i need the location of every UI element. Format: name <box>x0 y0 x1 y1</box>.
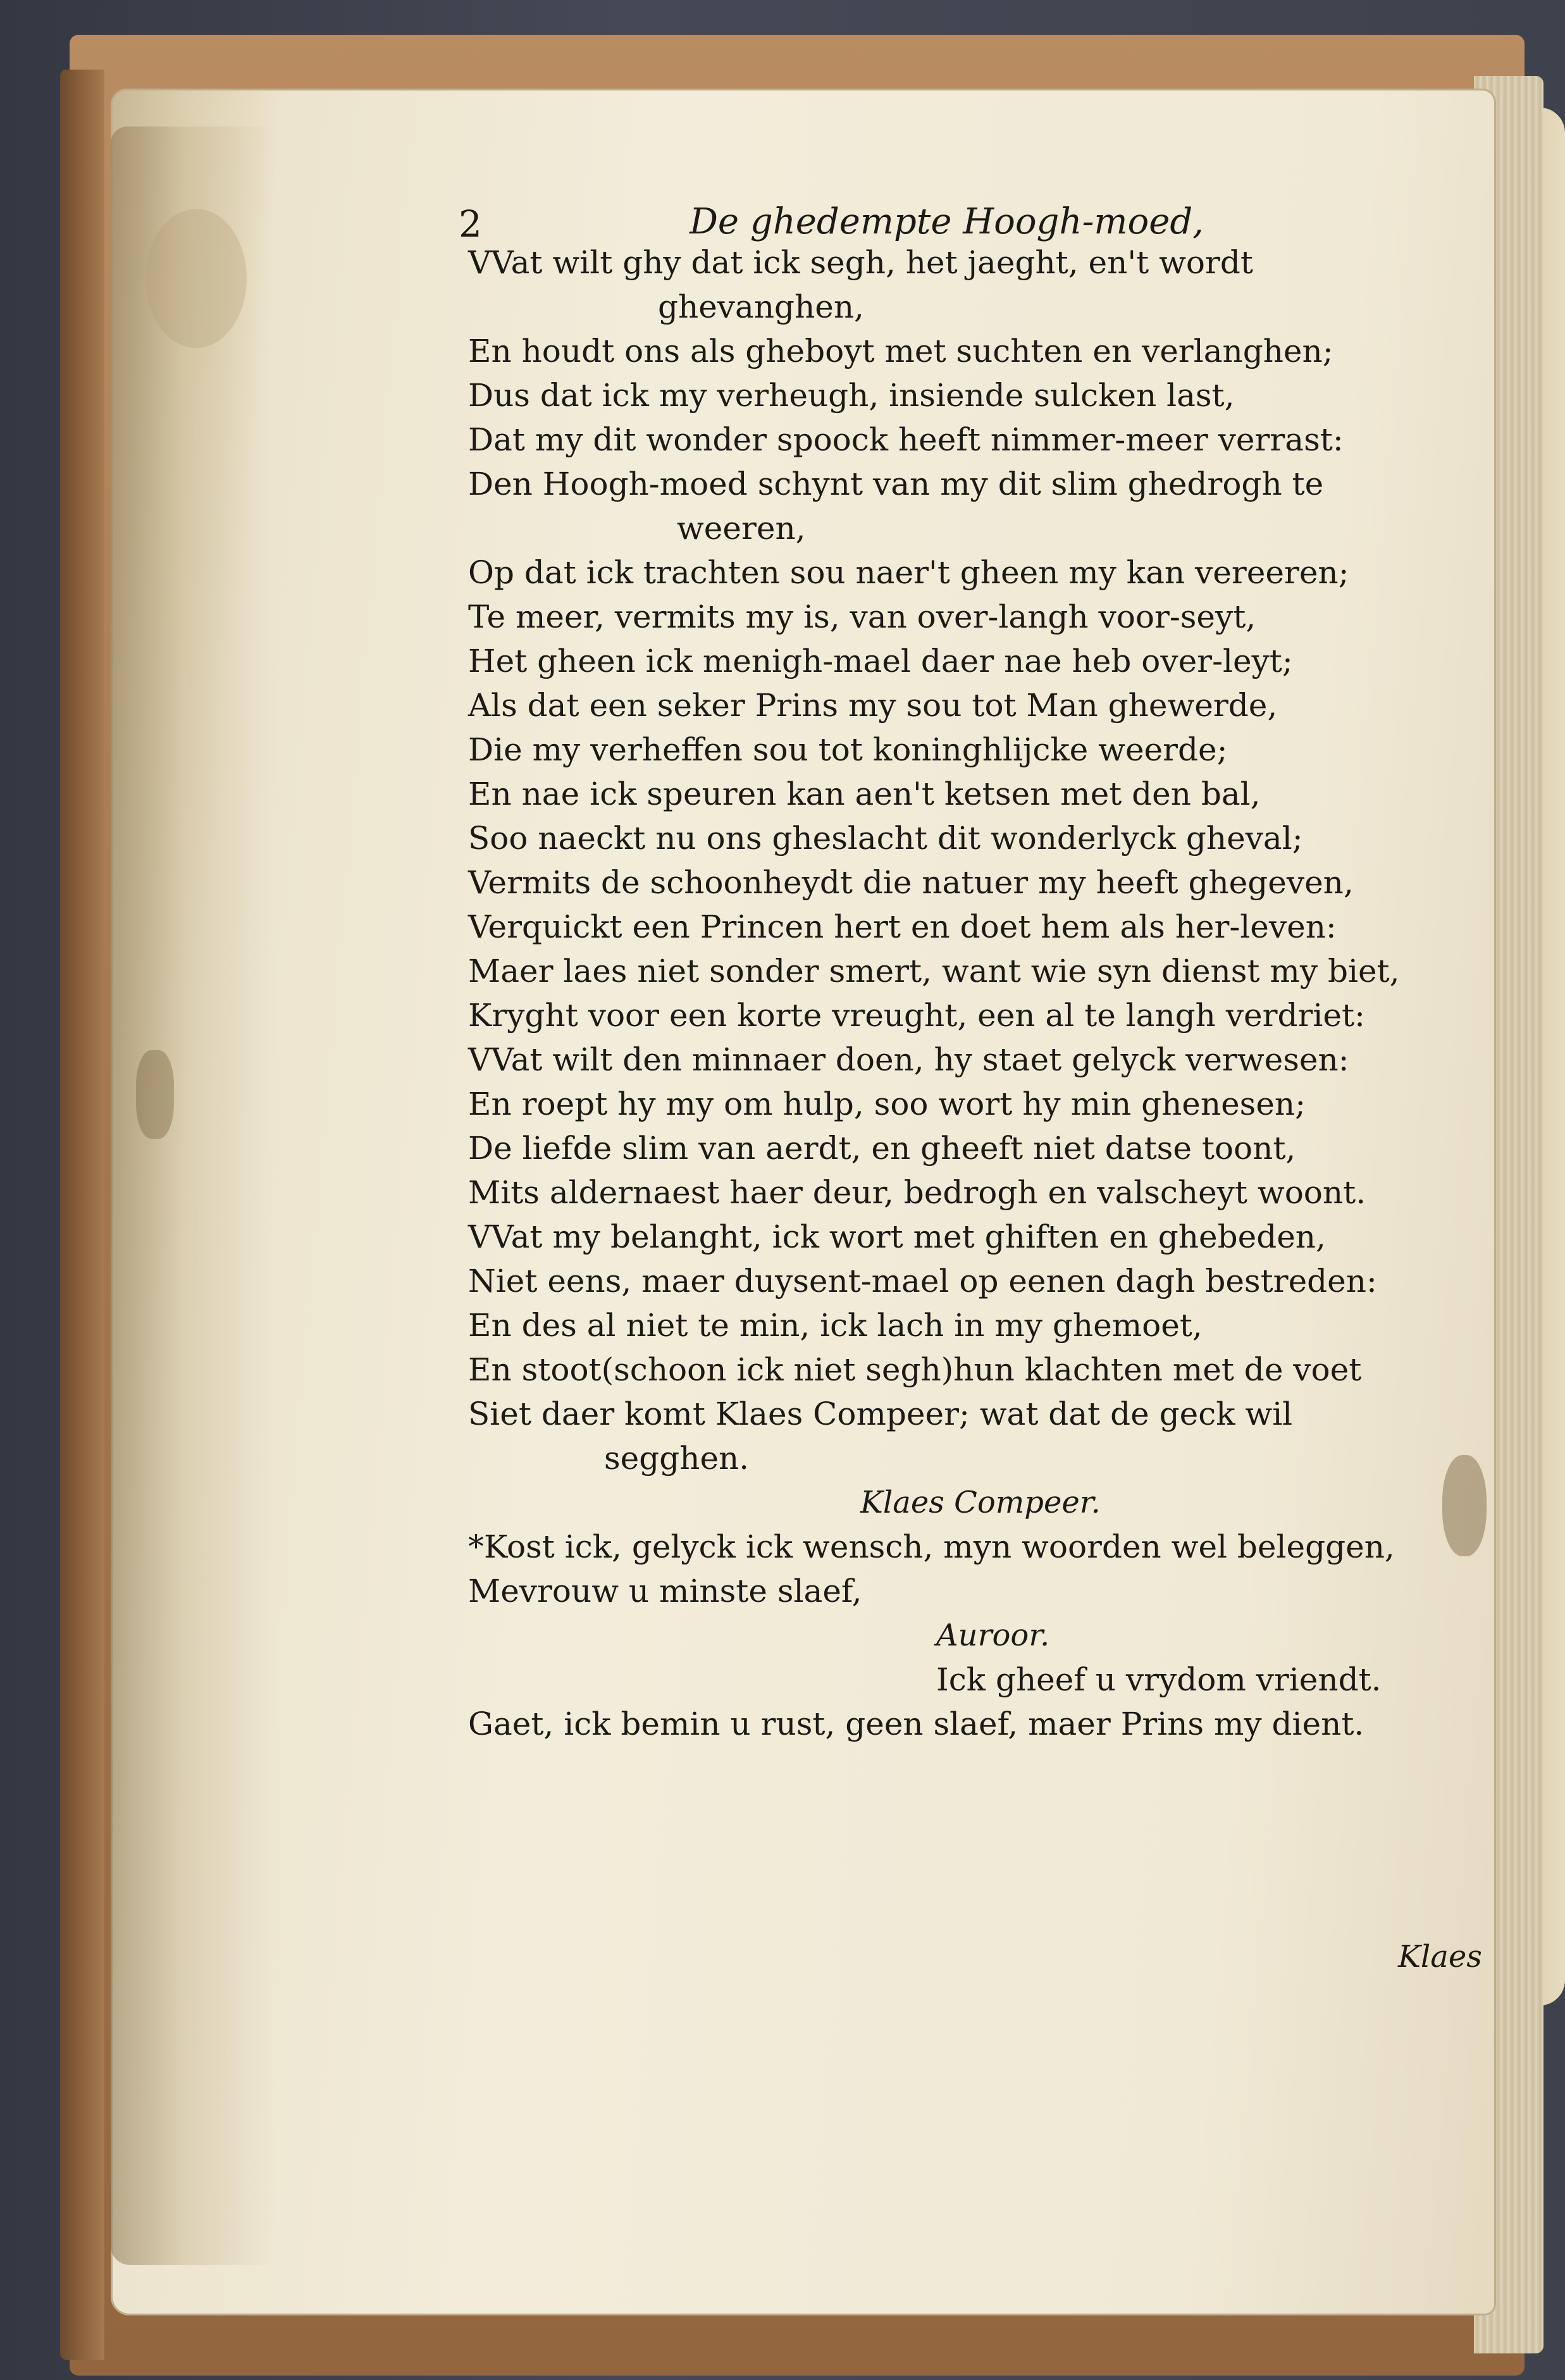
dialogue-line: Ick gheef u vrydom vriendt. <box>936 1661 1382 1698</box>
foxing-mark <box>136 1050 174 1139</box>
verse-line: En des al niet te min, ick lach in my ghemoet, <box>468 1307 1203 1344</box>
verse-line: Den Hoogh-moed schynt van my dit slim ghedrogh te <box>468 466 1324 502</box>
verse-line: Die my verheffen sou tot koninghlijcke weerde; <box>468 731 1228 768</box>
verse-line: Het gheen ick menigh-mael daer nae heb over-leyt; <box>468 643 1293 679</box>
verse-line: VVat wilt ghy dat ick segh, het jaeght, en't wordt <box>468 244 1253 281</box>
verse-block <box>468 240 1506 1746</box>
speaker-name: Klaes Compeer. <box>860 1485 1101 1520</box>
page-gutter-shadow <box>111 127 275 2265</box>
verse-line: Mits aldernaest haer deur, bedrogh en valscheyt woont. <box>468 1174 1366 1211</box>
verse-line: Vermits de schoonheydt die natuer my heeft ghegeven, <box>468 864 1354 901</box>
verse-line: VVat my belanght, ick wort met ghiften en ghebeden, <box>468 1218 1326 1255</box>
verse-line: Verquickt een Princen hert en doet hem als her-leven: <box>468 908 1337 945</box>
speaker-name: Auroor. <box>936 1618 1050 1653</box>
dialogue-line: Gaet, ick bemin u rust, geen slaef, maer Prins my dient. <box>468 1706 1364 1742</box>
verse-line: Maer laes niet sonder smert, want wie syn dienst my biet, <box>468 953 1400 989</box>
page-stain <box>145 209 247 348</box>
catchword: Klaes <box>1398 1939 1482 1974</box>
running-title: De ghedempte Hoogh-moed, <box>690 201 1204 242</box>
verse-line: De liefde slim van aerdt, en gheeft niet datse toont, <box>468 1130 1296 1167</box>
verse-line: Als dat een seker Prins my sou tot Man ghewerde, <box>468 687 1278 724</box>
verse-line: segghen. <box>604 1440 750 1477</box>
verse-line: En stoot(schoon ick niet segh)hun klachten met de voet <box>468 1351 1362 1388</box>
dialogue-line: *Kost ick, gelyck ick wensch, myn woorden wel beleggen, <box>468 1528 1395 1565</box>
verse-line: ghevanghen, <box>658 288 864 325</box>
book-spine <box>60 70 104 2360</box>
verse-line: Siet daer komt Klaes Compeer; wat dat de geck wil <box>468 1396 1293 1432</box>
verse-line: Te meer, vermits my is, van over-langh voor-seyt, <box>468 598 1256 635</box>
verse-line: VVat wilt den minnaer doen, hy staet gelyck verwesen: <box>468 1041 1349 1078</box>
verse-line: En houdt ons als gheboyt met suchten en verlanghen; <box>468 333 1333 369</box>
dialogue-line: Mevrouw u minste slaef, <box>468 1573 862 1609</box>
verse-line: En roept hy my om hulp, soo wort hy min ghenesen; <box>468 1086 1306 1122</box>
verse-line: Niet eens, maer duysent-mael op eenen dagh bestreden: <box>468 1263 1377 1299</box>
verse-line: Dus dat ick my verheugh, insiende sulcken last, <box>468 377 1235 414</box>
verse-line: Kryght voor een korte vreught, een al te langh verdriet: <box>468 997 1365 1034</box>
verse-line: Soo naeckt nu ons gheslacht dit wonderlyck gheval; <box>468 820 1303 857</box>
verse-line: weeren, <box>677 510 806 547</box>
verse-line: Op dat ick trachten sou naer't gheen my kan vereeren; <box>468 554 1349 591</box>
page-number: 2 <box>459 202 482 245</box>
verse-line: En nae ick speuren kan aen't ketsen met den bal, <box>468 776 1261 812</box>
verse-line: Dat my dit wonder spoock heeft nimmer-meer verrast: <box>468 421 1344 458</box>
